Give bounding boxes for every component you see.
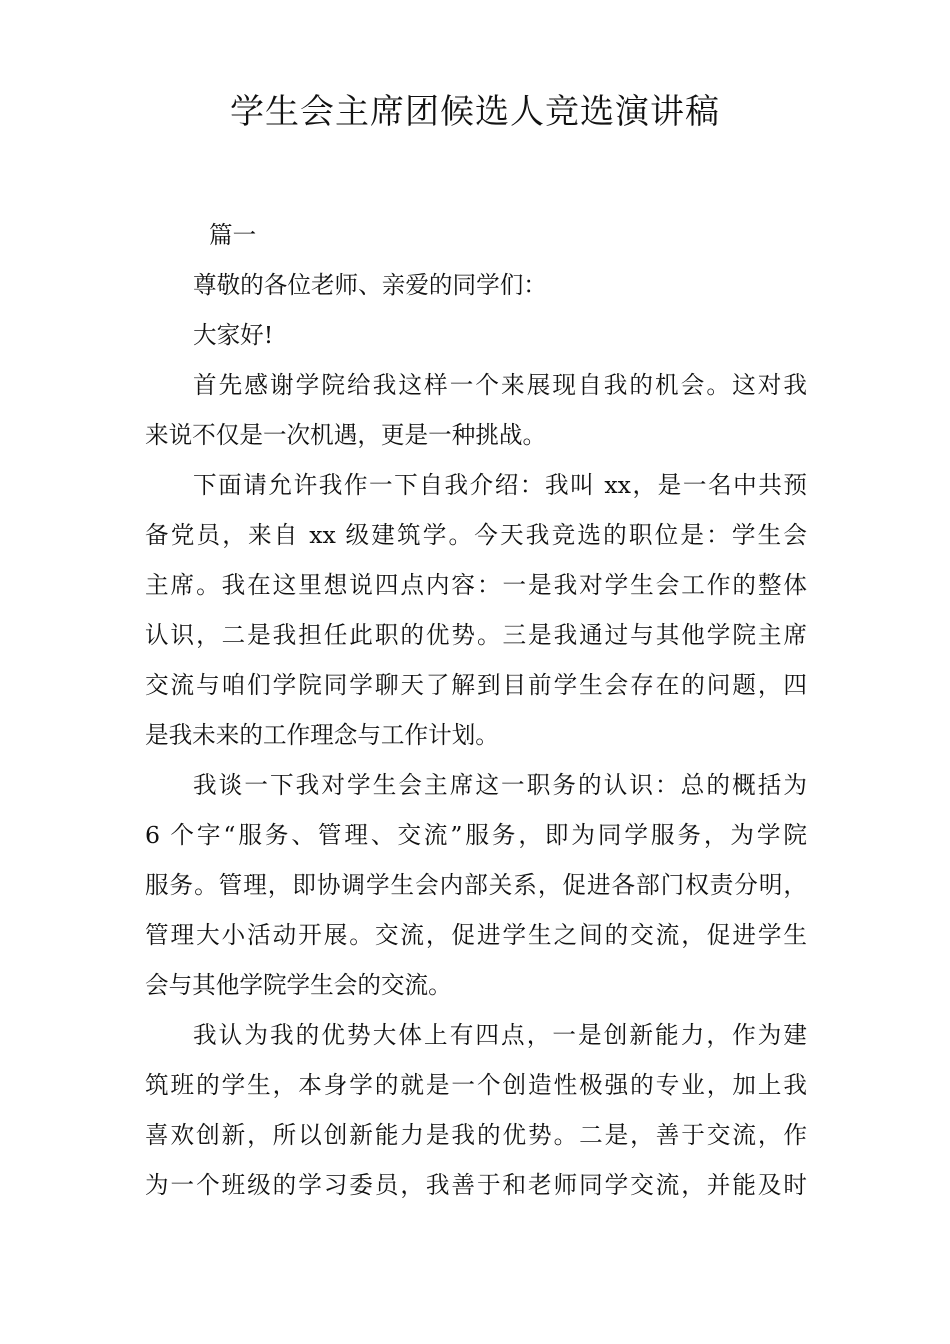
paragraph-line: 筑班的学生，本身学的就是一个创造性极强的专业，加上我 (145, 1071, 807, 1099)
paragraph-line: 会与其他学院学生会的交流。 (145, 971, 452, 999)
paragraph-line: 为一个班级的学习委员，我善于和老师同学交流，并能及时 (145, 1171, 807, 1199)
greeting: 大家好! (193, 321, 274, 349)
paragraph-line: 我谈一下我对学生会主席这一职务的认识：总的概括为 (193, 771, 807, 799)
document-body (145, 210, 807, 1210)
paragraph-line: 服务。管理，即协调学生会内部关系，促进各部门权责分明， (145, 871, 807, 899)
paragraph-line: 备党员，来自 xx 级建筑学。今天我竞选的职位是：学生会 (145, 521, 807, 549)
paragraph-line: 交流与咱们学院同学聊天了解到目前学生会存在的问题，四 (145, 671, 807, 699)
paragraph-line: 来说不仅是一次机遇，更是一种挑战。 (145, 421, 547, 449)
paragraph-line: 管理大小活动开展。交流，促进学生之间的交流，促进学生 (145, 921, 807, 949)
paragraph-line: 认识，二是我担任此职的优势。三是我通过与其他学院主席 (145, 621, 807, 649)
section-heading: 篇一 (209, 221, 257, 249)
paragraph-line: 6 个字“服务、管理、交流”服务，即为同学服务，为学院 (145, 821, 807, 849)
paragraph-line: 我认为我的优势大体上有四点，一是创新能力，作为建 (193, 1021, 807, 1049)
paragraph-line: 主席。我在这里想说四点内容：一是我对学生会工作的整体 (145, 571, 807, 599)
salutation: 尊敬的各位老师、亲爱的同学们： (193, 271, 547, 299)
document-title: 学生会主席团候选人竞选演讲稿 (230, 92, 720, 132)
paragraph-line: 是我未来的工作理念与工作计划。 (145, 721, 499, 749)
paragraph-line: 首先感谢学院给我这样一个来展现自我的机会。这对我 (193, 371, 807, 399)
paragraph-line: 下面请允许我作一下自我介绍：我叫 xx，是一名中共预 (193, 471, 807, 499)
paragraph-line: 喜欢创新，所以创新能力是我的优势。二是，善于交流，作 (145, 1121, 807, 1149)
